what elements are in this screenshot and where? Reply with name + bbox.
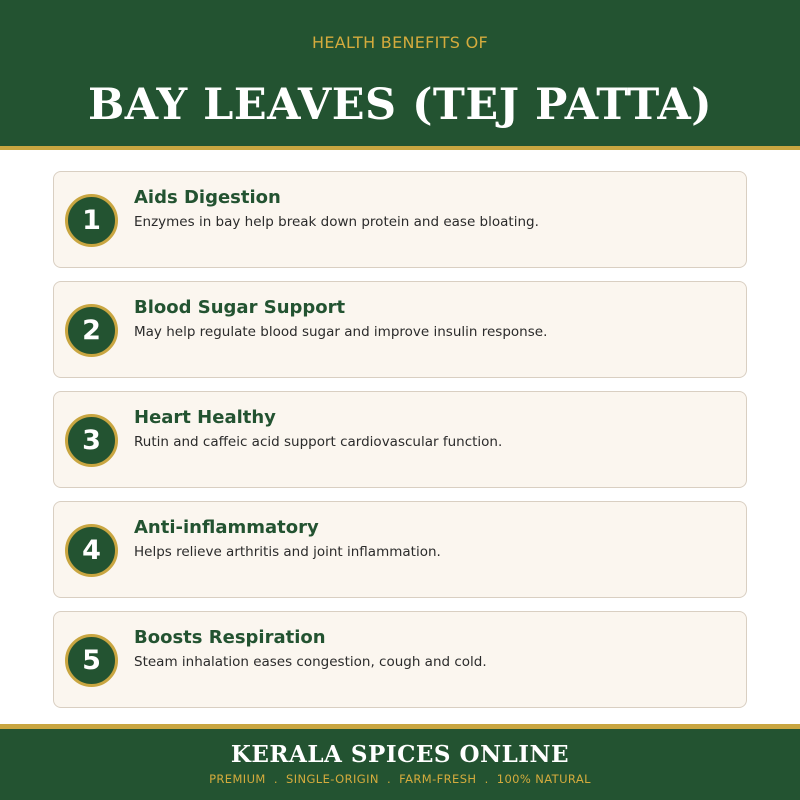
- benefit-title: Aids Digestion: [134, 187, 281, 208]
- benefit-title: Anti-inflammatory: [134, 517, 319, 538]
- footer-banner: [0, 729, 800, 800]
- benefit-card: [53, 281, 747, 378]
- benefit-description: Steam inhalation eases congestion, cough and cold.: [134, 654, 487, 670]
- header-subtitle: HEALTH BENEFITS OF: [312, 33, 488, 52]
- benefit-description: Enzymes in bay help break down protein and ease bloating.: [134, 214, 539, 230]
- benefit-number-badge: 2: [65, 304, 118, 357]
- benefit-number-badge: 3: [65, 414, 118, 467]
- brand-name: KERALA SPICES ONLINE: [230, 741, 570, 768]
- benefit-title: Boosts Respiration: [134, 627, 326, 648]
- benefit-number-badge: 1: [65, 194, 118, 247]
- benefit-description: Rutin and caffeic acid support cardiovascular function.: [134, 434, 503, 450]
- benefit-number-badge: 5: [65, 634, 118, 687]
- benefit-card: [53, 391, 747, 488]
- benefit-card: [53, 611, 747, 708]
- benefit-title: Blood Sugar Support: [134, 297, 346, 318]
- benefit-description: May help regulate blood sugar and improve insulin response.: [134, 324, 548, 340]
- header-divider: [0, 146, 800, 150]
- benefit-number-badge: 4: [65, 524, 118, 577]
- brand-tagline: PREMIUM . SINGLE-ORIGIN . FARM-FRESH . 100% NATURAL: [209, 772, 591, 786]
- benefit-card: [53, 501, 747, 598]
- header-banner: [0, 0, 800, 146]
- benefit-description: Helps relieve arthritis and joint inflammation.: [134, 544, 441, 560]
- benefit-title: Heart Healthy: [134, 407, 276, 428]
- page-title: BAY LEAVES (TEJ PATTA): [87, 80, 713, 130]
- benefit-card: [53, 171, 747, 268]
